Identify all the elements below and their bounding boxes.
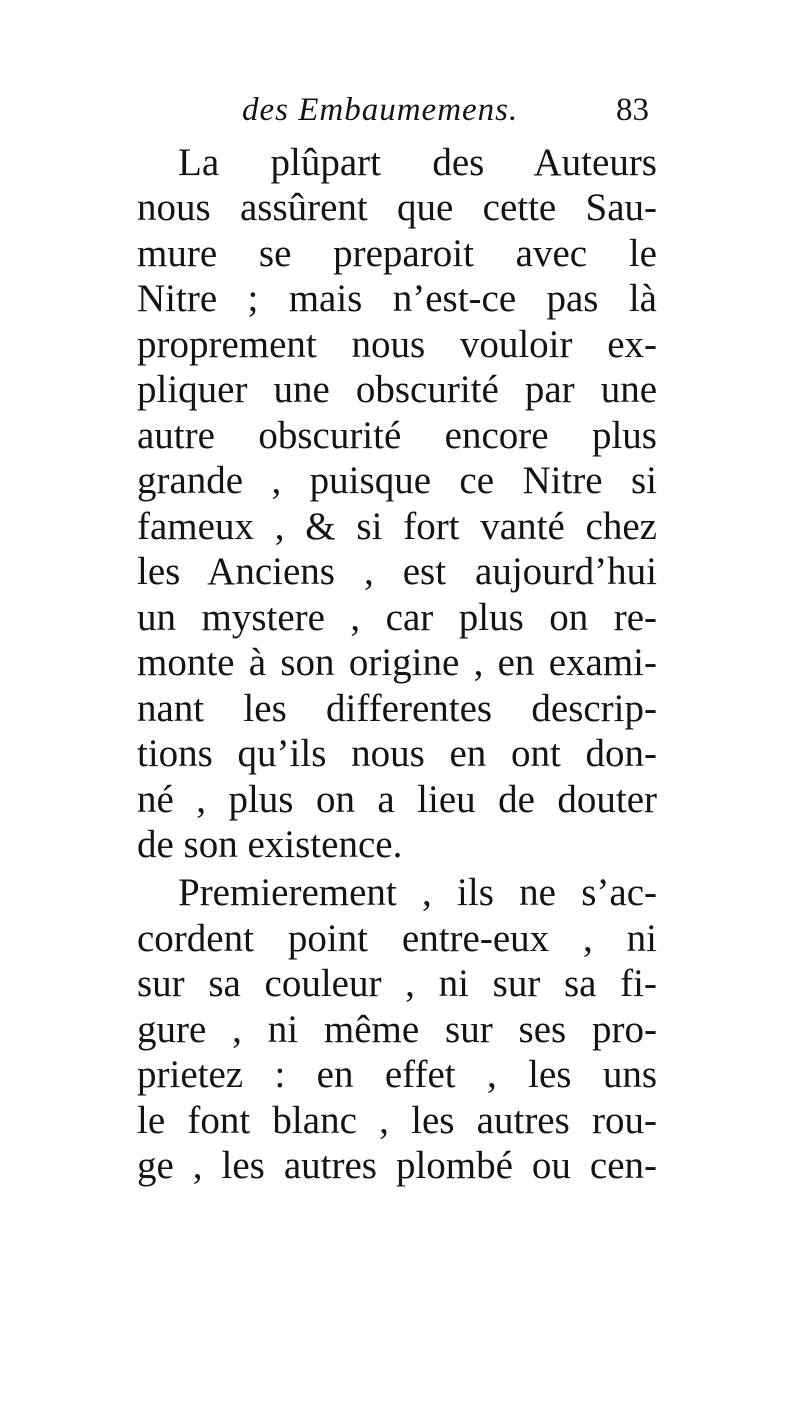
- running-head: des Embaumemens.: [242, 92, 519, 128]
- text-line: les Anciens , est aujourd’hui: [137, 550, 657, 593]
- text-line: ge , les autres plombé ou cen-: [137, 1144, 657, 1187]
- text-line: nant les differentes descrip-: [137, 687, 657, 730]
- text-line: nous assûrent que cette Sau-: [137, 186, 657, 229]
- text-line: sur sa couleur , ni sur sa fi-: [137, 962, 657, 1005]
- text-line: mure se preparoit avec le: [137, 232, 657, 275]
- text-line: proprement nous vouloir ex-: [137, 323, 657, 366]
- text-line: fameux , & si fort vanté chez: [137, 505, 657, 548]
- text-line: grande , puisque ce Nitre si: [137, 459, 657, 502]
- text-line: Premierement , ils ne s’ac-: [178, 871, 657, 914]
- text-line: Nitre ; mais n’est-ce pas là: [137, 277, 657, 320]
- text-line: prietez : en effet , les uns: [137, 1053, 657, 1096]
- text-line: cordent point entre-eux , ni: [137, 917, 657, 960]
- text-line: monte à son origine , en exami-: [137, 641, 657, 684]
- text-line: de son existence.: [137, 823, 403, 866]
- text-line: La plûpart des Auteurs: [178, 141, 657, 184]
- text-line: un mystere , car plus on re-: [137, 596, 657, 639]
- page-header: [0, 92, 800, 142]
- page-number: 83: [616, 92, 649, 128]
- text-line: tions qu’ils nous en ont don-: [137, 732, 657, 775]
- text-line: autre obscurité encore plus: [137, 414, 657, 457]
- text-line: pliquer une obscurité par une: [137, 368, 657, 411]
- text-line: né , plus on a lieu de douter: [137, 778, 657, 821]
- text-line: gure , ni même sur ses pro-: [137, 1008, 657, 1051]
- text-line: le font blanc , les autres rou-: [137, 1099, 657, 1142]
